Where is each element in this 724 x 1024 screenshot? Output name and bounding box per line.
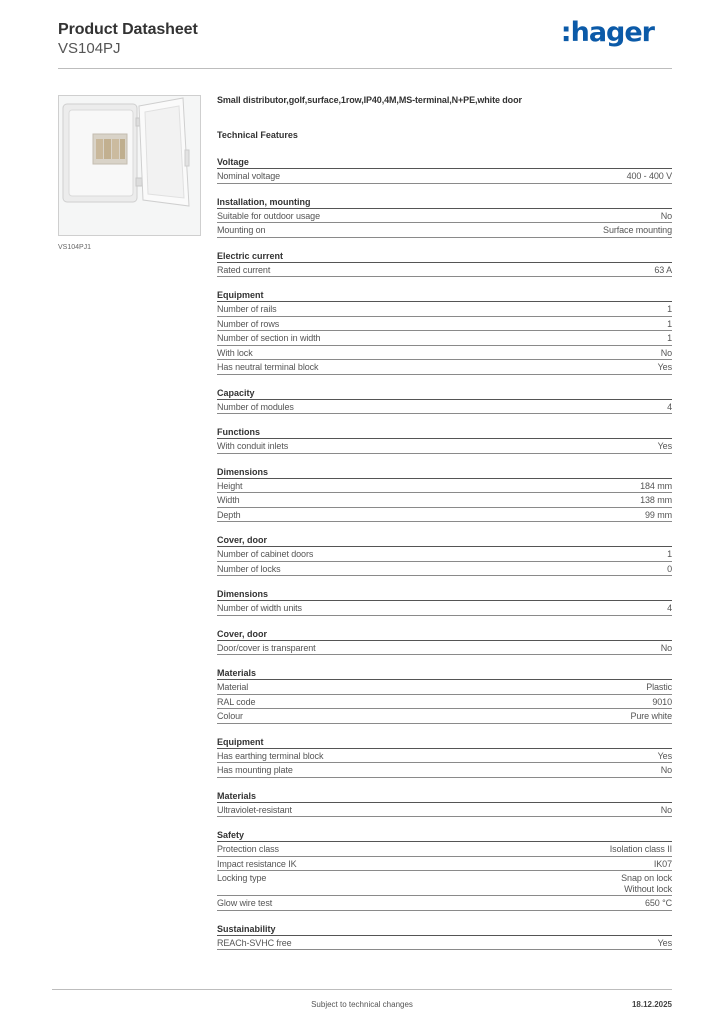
spec-label: REACh-SVHC free	[217, 937, 292, 948]
spec-label: Number of rails	[217, 304, 277, 314]
spec-row	[217, 209, 672, 224]
spec-section	[217, 251, 672, 278]
spec-label: Number of rows	[217, 318, 280, 329]
spec-value: 138 mm	[640, 495, 672, 505]
section-title: Cover, door	[217, 629, 672, 641]
section-title: Sustainability	[217, 924, 672, 936]
spec-section	[217, 427, 672, 454]
spec-label: With lock	[217, 347, 253, 358]
spec-label: Impact resistance IK	[217, 858, 297, 869]
spec-row	[217, 346, 672, 361]
document-title: Product Datasheet	[58, 21, 198, 38]
section-title: Safety	[217, 830, 672, 842]
spec-section	[217, 157, 672, 184]
spec-sections	[217, 157, 672, 950]
spec-row	[217, 896, 672, 911]
spec-label: Locking type	[217, 873, 267, 883]
product-image	[58, 95, 201, 236]
spec-row	[217, 857, 672, 872]
spec-row	[217, 749, 672, 764]
section-title: Cover, door	[217, 535, 672, 547]
spec-label: RAL code	[217, 696, 256, 707]
spec-value: 4	[667, 603, 672, 613]
spec-label: Nominal voltage	[217, 171, 281, 181]
section-title: Equipment	[217, 290, 672, 302]
spec-section	[217, 791, 672, 818]
spec-value: 400 - 400 V	[626, 171, 672, 181]
section-title: Installation, mounting	[217, 197, 672, 209]
spec-row	[217, 680, 672, 695]
spec-value: 1	[667, 304, 672, 314]
spec-section	[217, 737, 672, 778]
spec-section	[217, 197, 672, 238]
spec-value: 1	[667, 318, 672, 329]
section-title: Capacity	[217, 388, 672, 400]
image-caption: VS104PJ1	[58, 244, 92, 251]
spec-row	[217, 493, 672, 508]
spec-row	[217, 803, 672, 818]
spec-label: Mounting on	[217, 225, 266, 235]
spec-label: Colour	[217, 711, 243, 721]
spec-row	[217, 302, 672, 317]
spec-section	[217, 924, 672, 951]
spec-value: Isolation class II	[609, 844, 672, 854]
spec-value: 1	[667, 333, 672, 343]
spec-label: Door/cover is transparent	[217, 642, 316, 653]
technical-features-title: Technical Features	[217, 130, 298, 140]
spec-row	[217, 439, 672, 454]
section-title: Functions	[217, 427, 672, 439]
spec-section	[217, 629, 672, 656]
specs-content	[217, 95, 672, 950]
spec-row	[217, 709, 672, 724]
spec-label: Has neutral terminal block	[217, 362, 319, 372]
spec-value: No	[660, 765, 672, 775]
spec-section	[217, 830, 672, 911]
spec-label: Glow wire test	[217, 898, 273, 908]
spec-section	[217, 388, 672, 415]
section-title: Dimensions	[217, 589, 672, 601]
spec-row	[217, 695, 672, 710]
spec-section	[217, 589, 672, 616]
spec-value: 4	[667, 401, 672, 412]
footer-note: Subject to technical changes	[311, 1000, 413, 1009]
spec-label: Ultraviolet-resistant	[217, 804, 292, 815]
spec-label: Number of modules	[217, 401, 294, 412]
spec-label: With conduit inlets	[217, 441, 289, 451]
spec-value: Yes	[657, 750, 672, 761]
spec-row	[217, 601, 672, 616]
spec-label: Number of locks	[217, 563, 281, 574]
spec-row	[217, 641, 672, 656]
spec-row	[217, 508, 672, 523]
spec-row	[217, 223, 672, 238]
spec-value: 63 A	[654, 264, 672, 275]
spec-row	[217, 479, 672, 494]
spec-value: 9010	[652, 696, 672, 707]
spec-row	[217, 360, 672, 375]
spec-value: 99 mm	[644, 509, 672, 520]
spec-value: Yes	[657, 441, 672, 451]
spec-label: Number of section in width	[217, 333, 321, 343]
spec-label: Protection class	[217, 844, 279, 854]
section-title: Electric current	[217, 251, 672, 263]
spec-section	[217, 467, 672, 523]
spec-value: Pure white	[630, 711, 672, 721]
spec-row	[217, 842, 672, 857]
spec-row	[217, 317, 672, 332]
spec-label: Height	[217, 480, 243, 491]
section-title: Materials	[217, 791, 672, 803]
spec-value: Yes	[657, 362, 672, 372]
section-title: Equipment	[217, 737, 672, 749]
spec-row	[217, 169, 672, 184]
spec-label: Suitable for outdoor usage	[217, 210, 320, 221]
spec-label: Number of width units	[217, 603, 302, 613]
distributor-illustration	[59, 96, 201, 236]
spec-section	[217, 535, 672, 576]
page-header	[58, 17, 672, 69]
hager-logo: :hager	[560, 17, 654, 48]
product-description: Small distributor,golf,surface,1row,IP40,4M,MS-terminal,N+PE,white door	[217, 95, 522, 105]
spec-value: 184 mm	[640, 480, 672, 491]
spec-value: No	[660, 804, 672, 815]
spec-label: Has mounting plate	[217, 765, 293, 775]
spec-value: 0	[667, 563, 672, 574]
spec-value: Yes	[657, 937, 672, 948]
spec-row	[217, 936, 672, 951]
spec-value: 650 °C	[644, 898, 672, 908]
spec-value: No	[660, 210, 672, 221]
section-title: Materials	[217, 668, 672, 680]
spec-row	[217, 871, 672, 896]
spec-label: Number of cabinet doors	[217, 549, 314, 559]
spec-section	[217, 290, 672, 375]
spec-value: Plastic	[646, 682, 672, 692]
spec-label: Material	[217, 682, 249, 692]
spec-value: Surface mounting	[603, 225, 672, 235]
footer-date: 18.12.2025	[631, 1000, 672, 1009]
spec-value: 1	[667, 549, 672, 559]
spec-label: Rated current	[217, 264, 271, 275]
spec-row	[217, 763, 672, 778]
section-title: Voltage	[217, 157, 672, 169]
spec-value: No	[660, 642, 672, 653]
spec-section	[217, 668, 672, 724]
section-title: Dimensions	[217, 467, 672, 479]
spec-value: No	[660, 347, 672, 358]
spec-row	[217, 331, 672, 346]
spec-label: Width	[217, 495, 240, 505]
spec-row	[217, 562, 672, 577]
spec-value: Snap on lock Without lock	[621, 873, 672, 894]
spec-row	[217, 400, 672, 415]
spec-label: Has earthing terminal block	[217, 750, 324, 761]
spec-value: IK07	[653, 858, 672, 869]
spec-row	[217, 547, 672, 562]
spec-label: Depth	[217, 509, 241, 520]
spec-row	[217, 263, 672, 278]
product-code: VS104PJ	[58, 40, 121, 57]
page-footer	[52, 989, 672, 1009]
